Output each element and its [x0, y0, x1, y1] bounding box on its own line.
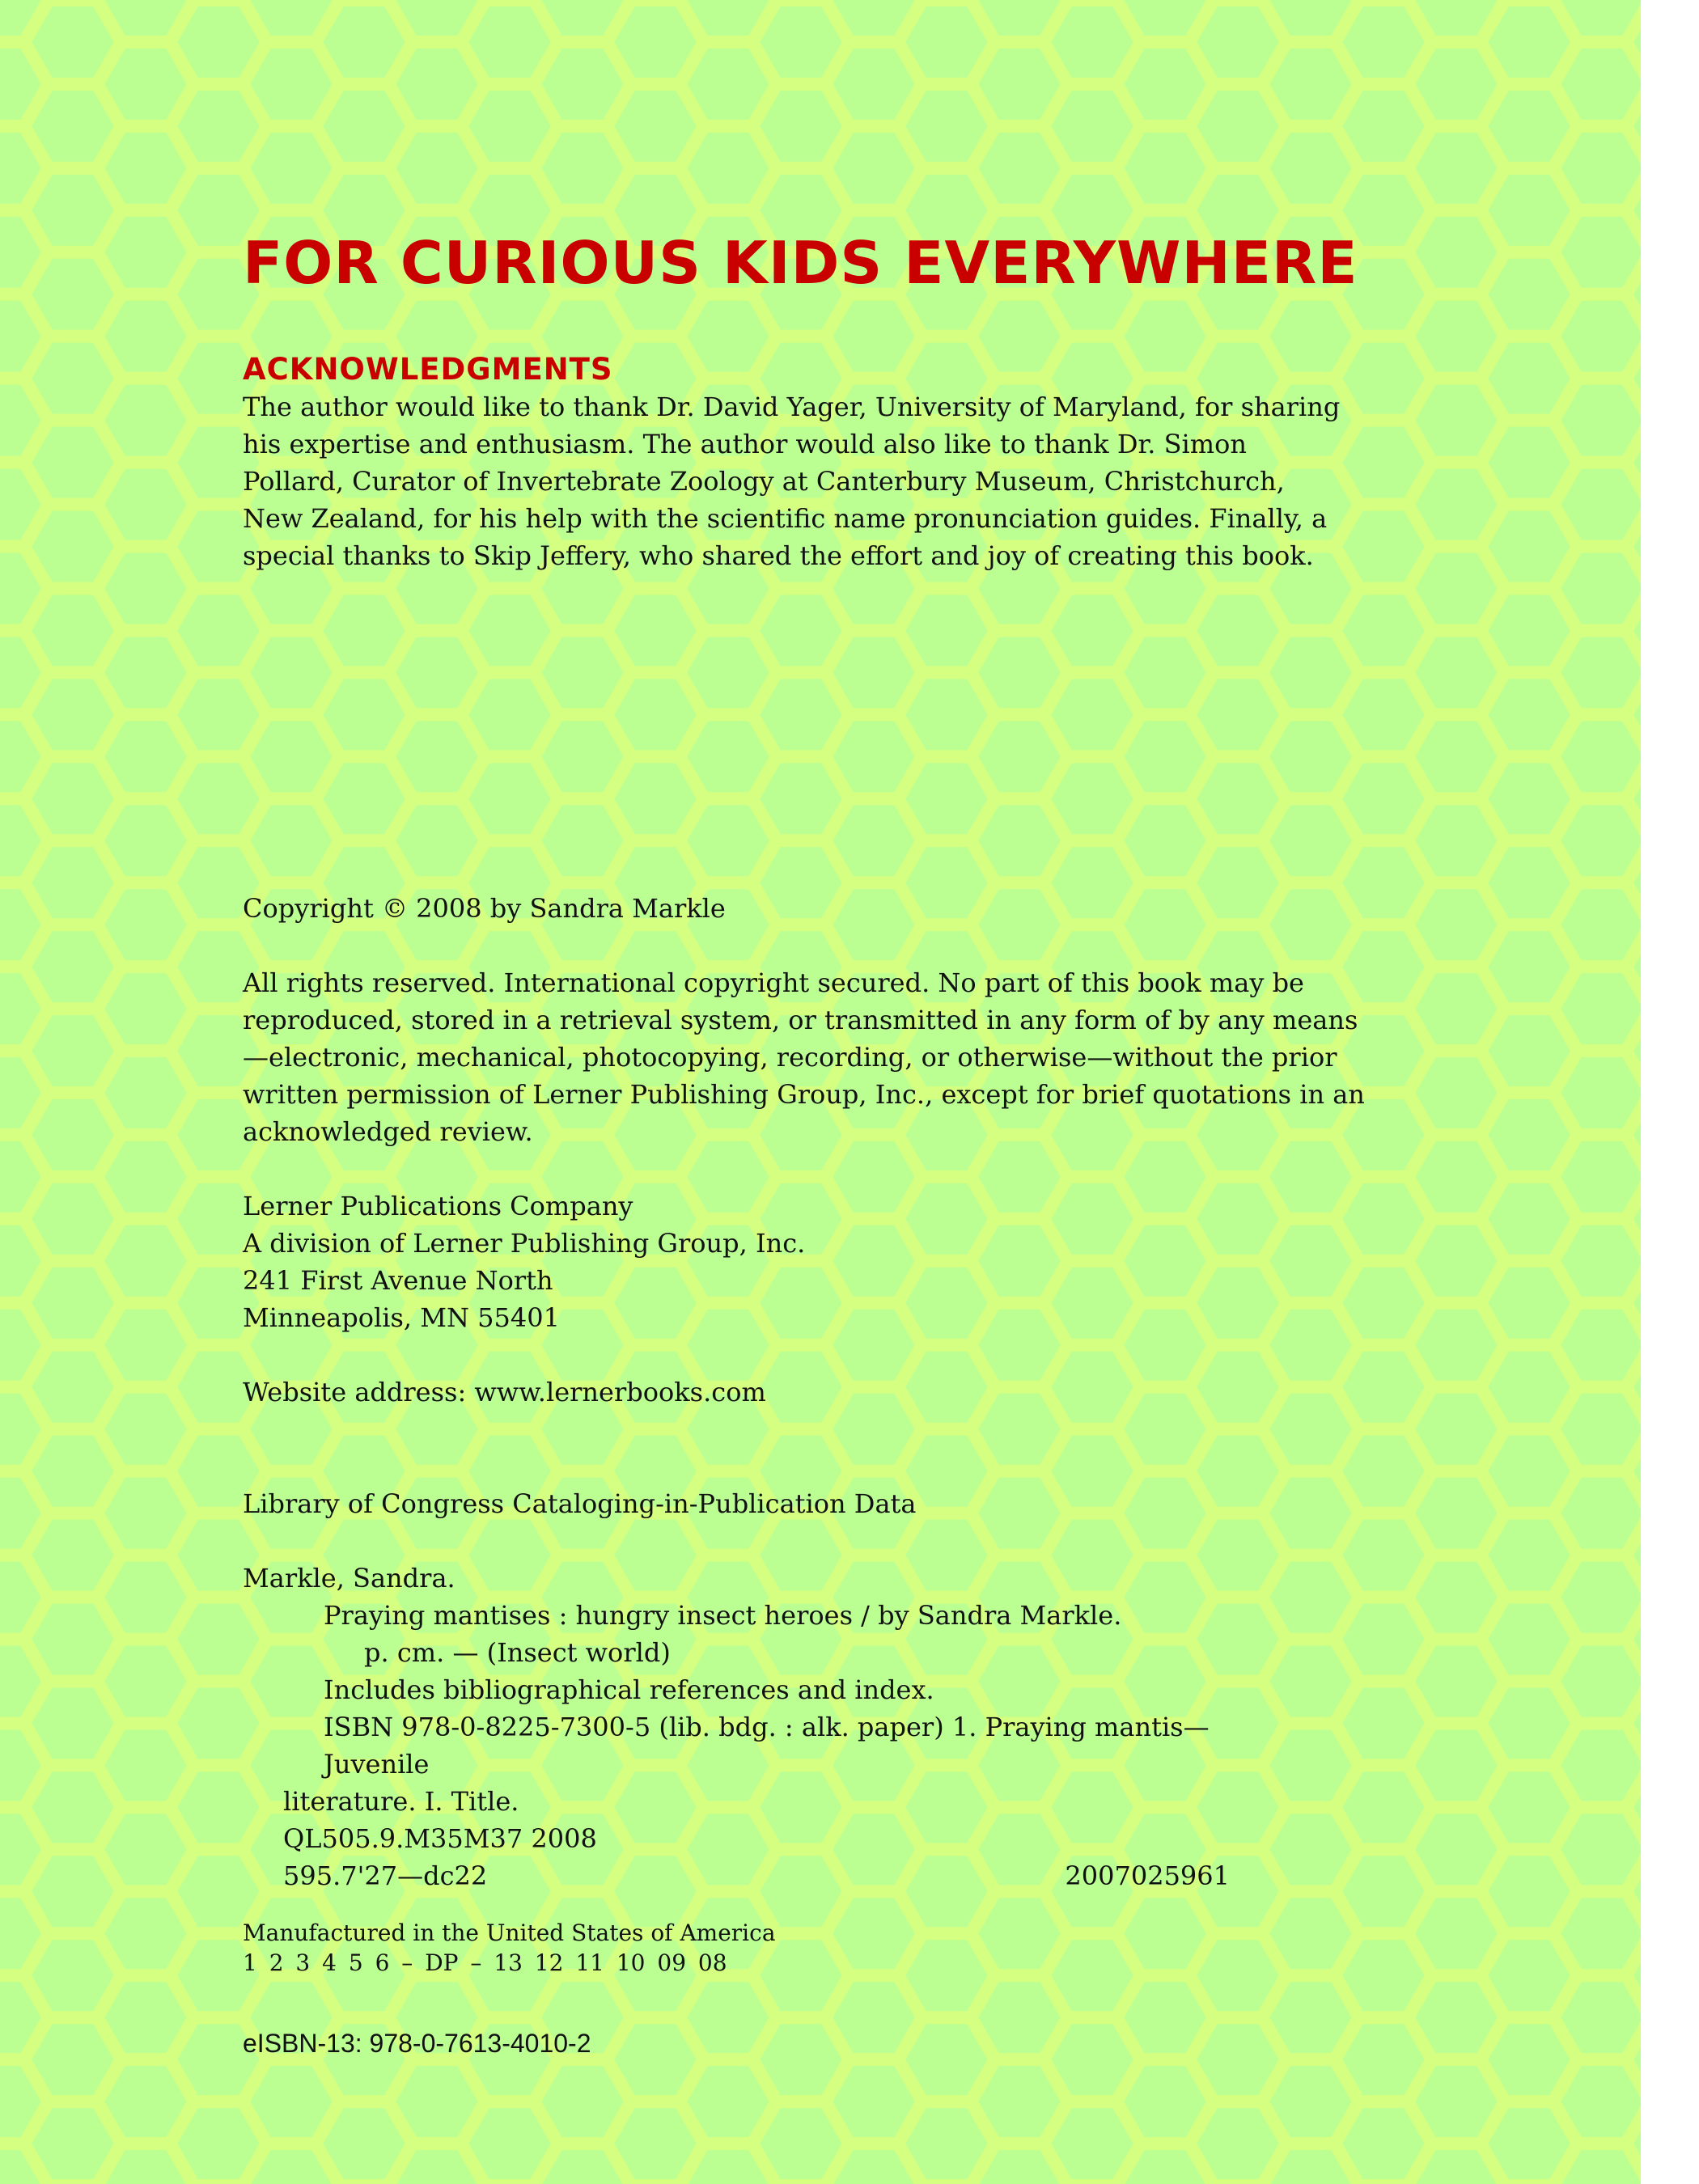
cip-series: p. cm. — (Insect world) [364, 1637, 671, 1668]
manufactured-line: Manufactured in the United States of America [243, 1919, 776, 1946]
rights-statement: All rights reserved. International copyright secured. No part of this book may be reproduced, stored in a retrieval system, or transmitted in any form of by any means—electronic, mechanical, photocopying, recording, or otherwise—without the prior written permission of Lerner Publishing Group, Inc., except for brief quotations in an acknowledged review. [243, 967, 1365, 1147]
cip-includes: Includes bibliographical references and index. [324, 1674, 934, 1705]
eisbn-line: eISBN-13: 978-0-7613-4010-2 [243, 2029, 591, 2058]
publisher-street: 241 First Avenue North [243, 1265, 553, 1296]
cip-isbn-continued: literature. I. Title. [283, 1786, 519, 1817]
cip-lc-classification: QL505.9.M35M37 2008 [283, 1823, 597, 1854]
acknowledgments-text: The author would like to thank Dr. David Yager, University of Maryland, for sharing his expertise and enthusiasm. The author would also like to thank Dr. Simon Pollard, Curator of Invertebrate Zoology at Canterbury Museum, Christchurch, New Zealand, for his help with the scientific name pronunciation guides. Finally, a special thanks to Skip Jeffery, who shared the effort and joy of creating this book. [243, 392, 1341, 571]
publisher-address [243, 1187, 1375, 1336]
cip-block [243, 1560, 1230, 1894]
cip-book-title: Praying mantises : hungry insect heroes / by Sandra Markle. [324, 1600, 1122, 1631]
cip-lccn: 2007025961 [1065, 1860, 1230, 1891]
cip-dewey: 595.7'27—dc22 [283, 1860, 488, 1891]
publisher-name: Lerner Publications Company [243, 1191, 633, 1221]
dedication-heading: FOR CURIOUS KIDS EVERYWHERE [243, 229, 1358, 297]
acknowledgments-heading: ACKNOWLEDGMENTS [243, 352, 613, 387]
cip-isbn: ISBN 978-0-8225-7300-5 (lib. bdg. : alk. paper) 1. Praying mantis—Juvenile [324, 1712, 1210, 1780]
website-address: Website address: www.lernerbooks.com [243, 1377, 766, 1407]
publisher-division: A division of Lerner Publishing Group, Inc. [243, 1228, 806, 1259]
publisher-city: Minneapolis, MN 55401 [243, 1302, 560, 1333]
cip-dewey-row [243, 1857, 1230, 1894]
copyright-line: Copyright © 2008 by Sandra Markle [243, 893, 726, 924]
page-content [243, 226, 1375, 2059]
cip-author: Markle, Sandra. [243, 1563, 455, 1594]
cip-title: Library of Congress Cataloging-in-Publication Data [243, 1488, 917, 1519]
printing-line: 1 2 3 4 5 6 – DP – 13 12 11 10 09 08 [243, 1949, 727, 1976]
